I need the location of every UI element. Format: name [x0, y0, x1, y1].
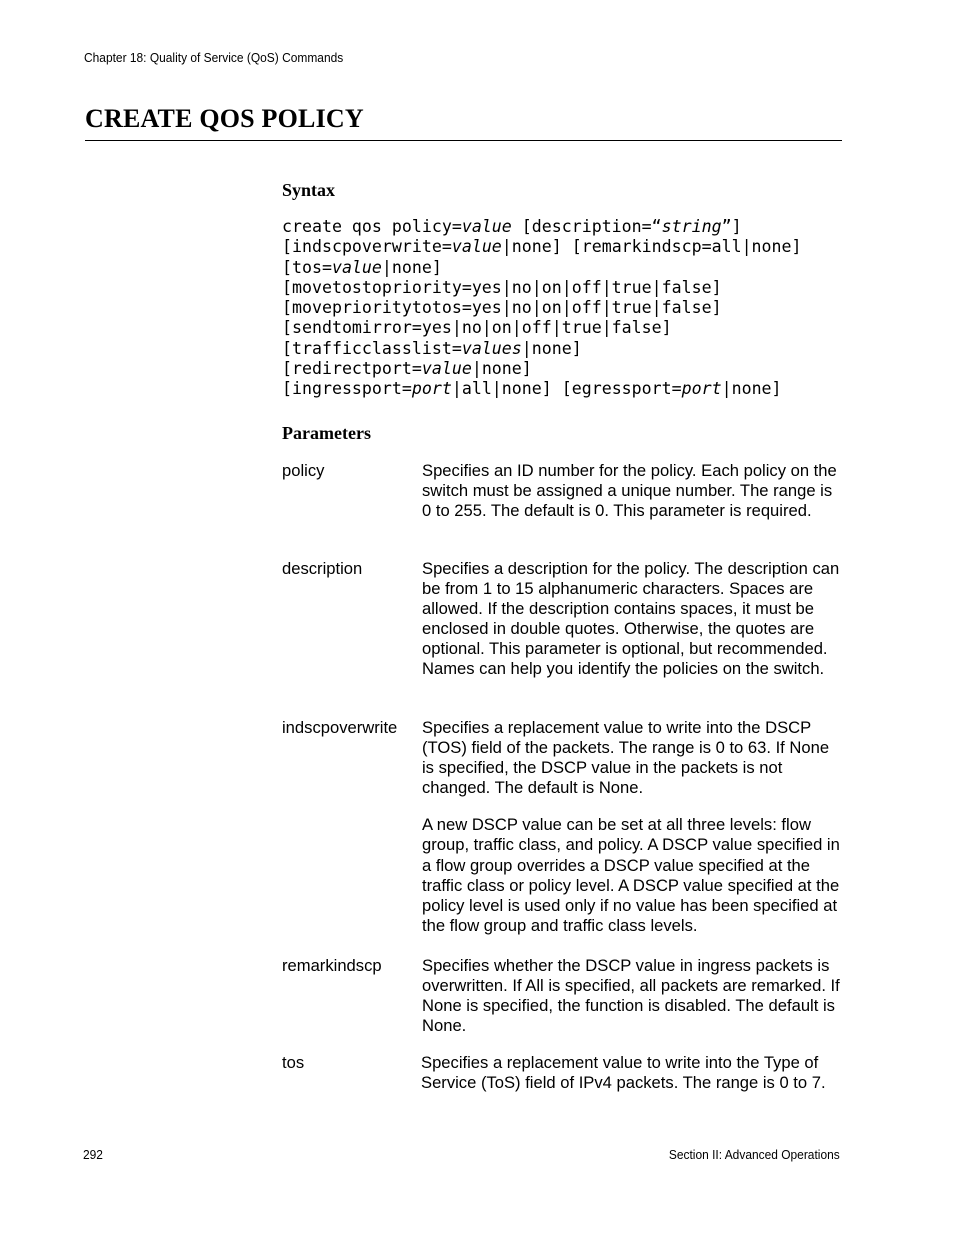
syntax-placeholder: port [681, 379, 722, 399]
syntax-code-block [282, 217, 882, 400]
syntax-line [282, 258, 882, 278]
syntax-line [282, 318, 882, 338]
syntax-placeholder: values [461, 338, 522, 358]
parameter-description [422, 461, 844, 521]
syntax-literal: [redirectport= [282, 359, 422, 379]
parameter-name: policy [282, 461, 325, 480]
title-divider [85, 140, 842, 141]
syntax-placeholder: string [661, 217, 722, 236]
syntax-literal: [description=“ [511, 217, 662, 236]
syntax-line [282, 278, 882, 298]
syntax-literal: |none] [471, 359, 532, 379]
syntax-line [282, 237, 882, 257]
syntax-line [282, 339, 882, 359]
syntax-line [282, 298, 882, 318]
syntax-literal: |none] [521, 338, 582, 358]
description-paragraph: Specifies a replacement value to write into the Type of Service (ToS) field of IPv4 packets. The range is 0 to 7. [421, 1053, 826, 1093]
syntax-literal: |none] [remarkindscp=all|none] [501, 237, 802, 257]
parameter-name: remarkindscp [282, 956, 382, 975]
syntax-literal: [moveprioritytotos=yes|no|on|off|true|false] [282, 298, 722, 318]
parameter-name: description [282, 559, 363, 578]
parameter-description [422, 718, 844, 936]
syntax-literal: [movetostopriority=yes|no|on|off|true|false] [282, 277, 722, 297]
syntax-placeholder: port [411, 379, 452, 399]
syntax-line [282, 379, 882, 399]
footer-page-number: 292 [83, 1147, 103, 1162]
parameter-description [422, 559, 844, 680]
syntax-placeholder: value [331, 257, 382, 277]
running-header-chapter: Chapter 18: Quality of Service (QoS) Commands [84, 50, 344, 65]
syntax-literal: [indscpoverwrite= [282, 237, 452, 257]
syntax-literal: |all|none] [egressport= [451, 379, 682, 399]
page-title: CREATE QOS POLICY [85, 104, 364, 133]
description-paragraph: Specifies whether the DSCP value in ingress packets is overwritten. If All is specified, all packets are remarked. If None is specified, the function is disabled. The default is None. [422, 956, 840, 1036]
syntax-line [282, 217, 882, 237]
syntax-placeholder: value [461, 217, 512, 236]
parameters-heading: Parameters [282, 423, 371, 443]
syntax-literal: ”] [721, 217, 742, 236]
syntax-literal: create qos policy= [282, 217, 462, 236]
syntax-placeholder: value [451, 237, 502, 257]
description-paragraph: Specifies a description for the policy. The description can be from 1 to 15 alphanumeric characters. Spaces are allowed. If the description contains spaces, it must be enclosed in double quotes. Otherwise, the quotes are optional. This parameter is optional, but recommended. Names can help you identify the policies on the switch. [422, 559, 840, 679]
syntax-line [282, 359, 882, 379]
syntax-heading: Syntax [282, 180, 336, 200]
syntax-literal: |none] [381, 257, 442, 277]
parameter-name: tos [282, 1053, 305, 1072]
syntax-literal: [tos= [282, 257, 332, 277]
description-paragraph: Specifies a replacement value to write into the DSCP (TOS) field of the packets. The range is 0 to 63. If None is specified, the DSCP value in the packets is not changed. The default is None. [422, 718, 830, 798]
description-paragraph: A new DSCP value can be set at all three levels: flow group, traffic class, and policy. A DSCP value specified in a flow group overrides a DSCP value specified at the traffic class or policy level. A DSCP value specified at the policy level is used only if no value has been specified at the flow group and traffic class levels. [422, 815, 840, 935]
syntax-literal: [sendtomirror=yes|no|on|off|true|false] [282, 318, 672, 338]
parameter-name: indscpoverwrite [282, 718, 398, 737]
parameter-description [421, 1053, 843, 1093]
syntax-literal: [ingressport= [282, 379, 412, 399]
syntax-literal: [trafficclasslist= [282, 338, 462, 358]
syntax-literal: |none] [721, 379, 782, 399]
syntax-placeholder: value [421, 359, 472, 379]
description-paragraph: Specifies an ID number for the policy. Each policy on the switch must be assigned a unique number. The range is 0 to 255. The default is 0. This parameter is required. [422, 461, 837, 521]
parameter-description [422, 956, 844, 1036]
footer-section-title: Section II: Advanced Operations [669, 1147, 840, 1162]
